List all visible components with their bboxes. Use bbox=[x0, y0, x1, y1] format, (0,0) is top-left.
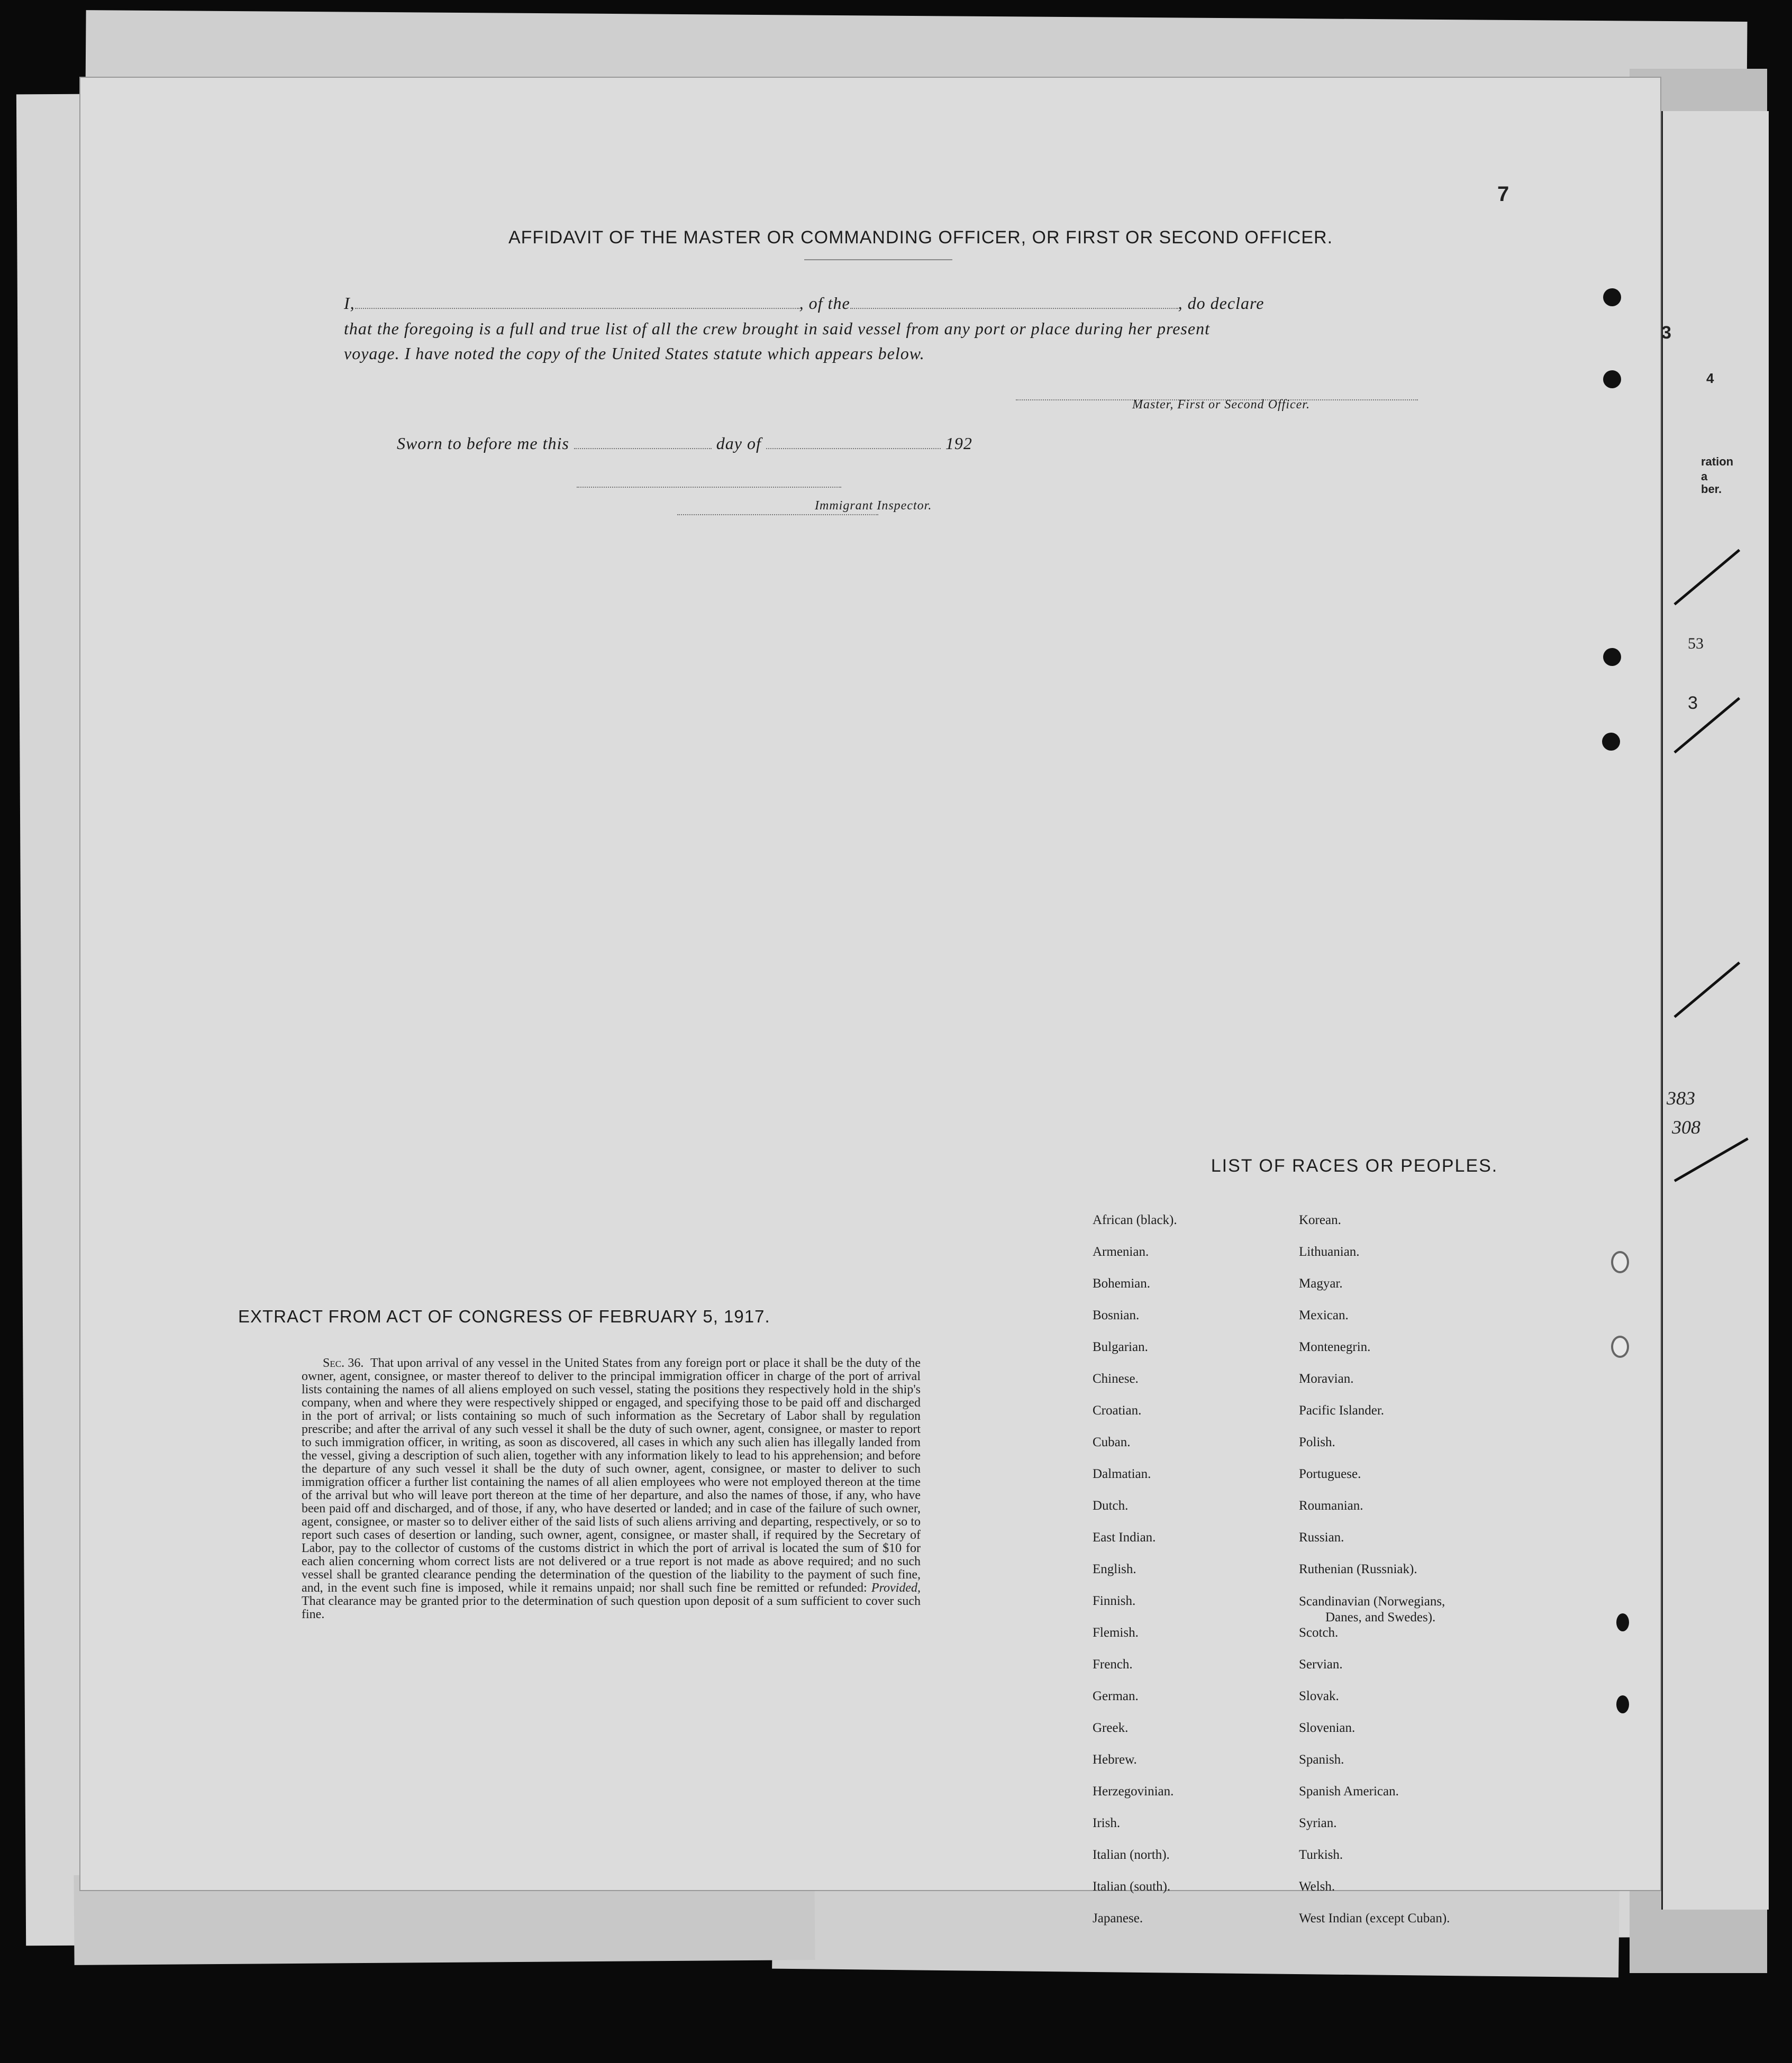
extract-body bbox=[302, 1357, 921, 1621]
race-item: Scotch. bbox=[1299, 1626, 1339, 1640]
provided-label: Provided, bbox=[871, 1581, 921, 1595]
race-item: Magyar. bbox=[1299, 1276, 1343, 1291]
race-item: Roumanian. bbox=[1299, 1499, 1363, 1513]
race-text: Scandinavian (Norwegians, bbox=[1299, 1594, 1445, 1609]
race-item: Dalmatian. bbox=[1093, 1467, 1151, 1481]
edge-mark: 308 bbox=[1672, 1117, 1700, 1138]
race-item: Finnish. bbox=[1093, 1594, 1136, 1608]
race-item: Armenian. bbox=[1093, 1245, 1149, 1259]
race-item: Montenegrin. bbox=[1299, 1340, 1371, 1354]
race-item: Welsh. bbox=[1299, 1879, 1335, 1894]
race-item: Slovenian. bbox=[1299, 1721, 1356, 1735]
affidavit-text: I, bbox=[344, 294, 355, 313]
race-item: Irish. bbox=[1093, 1816, 1121, 1830]
affidavit-title: AFFIDAVIT OF THE MASTER OR COMMANDING OFFICER, OR FIRST OR SECOND OFFICER. bbox=[508, 227, 1333, 248]
race-item: Polish. bbox=[1299, 1435, 1335, 1449]
edge-mark: 53 bbox=[1688, 635, 1704, 652]
race-item bbox=[1299, 1594, 1616, 1626]
master-name-field[interactable] bbox=[355, 308, 799, 309]
races-title: LIST OF RACES OR PEOPLES. bbox=[1211, 1156, 1498, 1176]
bleed-through-text bbox=[238, 180, 1667, 212]
sworn-day-field[interactable] bbox=[574, 448, 712, 449]
race-item: Croatian. bbox=[1093, 1403, 1142, 1418]
inspector-caption: Immigrant Inspector. bbox=[815, 499, 932, 513]
race-item: West Indian (except Cuban). bbox=[1299, 1911, 1450, 1925]
inspector-signature-field[interactable] bbox=[577, 486, 841, 488]
race-item: Italian (south). bbox=[1093, 1879, 1171, 1894]
edge-mark: 3 bbox=[1688, 693, 1698, 713]
sworn-line bbox=[397, 434, 1508, 453]
race-item: Dutch. bbox=[1093, 1499, 1129, 1513]
race-item: German. bbox=[1093, 1689, 1139, 1703]
title-rule bbox=[804, 259, 952, 260]
affidavit-text: , of the bbox=[799, 294, 850, 313]
manifest-page bbox=[79, 77, 1661, 1925]
edge-mark: a bbox=[1701, 470, 1708, 483]
sworn-text: day of bbox=[716, 434, 761, 453]
edge-mark: ber. bbox=[1701, 482, 1722, 496]
race-item: East Indian. bbox=[1093, 1530, 1156, 1545]
race-item: Pacific Islander. bbox=[1299, 1403, 1385, 1418]
races-column-right bbox=[1299, 1213, 1616, 1943]
background-sheet-edge bbox=[1661, 111, 1769, 1910]
race-item: Portuguese. bbox=[1299, 1467, 1361, 1481]
punch-hole bbox=[1603, 288, 1621, 306]
inspector-name-field[interactable] bbox=[677, 513, 878, 515]
sworn-year: 192 bbox=[945, 434, 972, 453]
race-item: Japanese. bbox=[1093, 1911, 1143, 1925]
edge-mark: 3 bbox=[1661, 323, 1671, 343]
sworn-month-field[interactable] bbox=[766, 448, 941, 449]
race-item: Slovak. bbox=[1299, 1689, 1339, 1703]
race-item: Flemish. bbox=[1093, 1626, 1139, 1640]
corner-mark: 7 bbox=[1497, 182, 1509, 206]
race-item: Korean. bbox=[1299, 1213, 1341, 1227]
race-item: Hebrew. bbox=[1093, 1752, 1137, 1767]
race-item: Spanish. bbox=[1299, 1752, 1344, 1767]
edge-mark: ration bbox=[1701, 455, 1734, 468]
race-item: Turkish. bbox=[1299, 1848, 1343, 1862]
race-item: Greek. bbox=[1093, 1721, 1129, 1735]
race-item: African (black). bbox=[1093, 1213, 1177, 1227]
section-label: Sec. 36. bbox=[323, 1356, 364, 1370]
master-caption: Master, First or Second Officer. bbox=[1132, 398, 1310, 412]
race-item: Italian (north). bbox=[1093, 1848, 1170, 1862]
race-item: French. bbox=[1093, 1657, 1133, 1672]
race-item: Spanish American. bbox=[1299, 1784, 1399, 1799]
race-item: Bosnian. bbox=[1093, 1308, 1140, 1322]
race-item: Cuban. bbox=[1093, 1435, 1131, 1449]
race-item: Moravian. bbox=[1299, 1372, 1354, 1386]
race-item: Bohemian. bbox=[1093, 1276, 1151, 1291]
race-item: Lithuanian. bbox=[1299, 1245, 1360, 1259]
extract-text: That upon arrival of any vessel in the United States from any foreign port or place it shall be the duty of the owner, agent, consignee, or master thereof to deliver to the principal immigration officer in charge of the port of arrival lists containing the names of all aliens employed on such vessel, stating the positions they respectively hold in the ship's company, when and where they were respectively shipped or engaged, and specifying those to be paid off and discharged in the port of arrival; or lists containing so much of such information as the Secretary of Labor shall by regulation prescribe; and after the arrival of any such vessel it shall be the duty of such owner, agent, consignee, or master to report to such immigration officer, in writing, as soon as discovered, all cases in which any such alien has illegally landed from the vessel, giving a description of such alien, together with any information likely to lead to his apprehension; and before the departure of any such vessel it shall be the duty of such owner, agent, consignee, or master to deliver to such immigration officer a further list containing the names of all alien employees who were not employed thereon at the time of the arrival but who will leave port thereon at the time of her departure, and also the names of those, if any, who have been paid off and discharged, and of those, if any, who have deserted or landed; and in case of the failure of such owner, agent, consignee, or master so to deliver either of the said lists of such aliens arriving and departing, respectively, or so to report such cases of desertion or landing, such owner, agent, consignee, or master shall, if required by the Secretary of Labor, pay to the collector of customs of the customs district in which the port of arrival is located the sum of $10 for each alien concerning whom correct lists are not delivered or a true report is not made as above required; and no such vessel shall be granted clearance pending the determination of the question of the liability to the payment of such fine, and, in the event such fine is imposed, while it remains unpaid; nor shall such fine be remitted or refunded: bbox=[302, 1356, 921, 1595]
edge-mark: 383 bbox=[1667, 1088, 1695, 1109]
edge-mark: 4 bbox=[1706, 370, 1714, 386]
extract-text-end: That clearance may be granted prior to the determination of such question upon deposit of a sum sufficient to cover such fine. bbox=[302, 1594, 921, 1621]
race-item: Mexican. bbox=[1299, 1308, 1349, 1322]
race-item: English. bbox=[1093, 1562, 1136, 1576]
race-item: Bulgarian. bbox=[1093, 1340, 1148, 1354]
sworn-text: Sworn to before me this bbox=[397, 434, 569, 453]
race-item: Russian. bbox=[1299, 1530, 1344, 1545]
affidavit-text: , do declare bbox=[1178, 294, 1265, 313]
race-item: Syrian. bbox=[1299, 1816, 1337, 1830]
affidavit-line-3: voyage. I have noted the copy of the United States statute which appears below. bbox=[344, 344, 925, 363]
race-item: Ruthenian (Russniak). bbox=[1299, 1562, 1417, 1576]
punch-hole bbox=[1603, 370, 1621, 388]
punch-hole bbox=[1616, 1695, 1629, 1713]
race-item: Herzegovinian. bbox=[1093, 1784, 1174, 1799]
race-text: Danes, and Swedes). bbox=[1325, 1610, 1436, 1624]
races-column-left bbox=[1093, 1213, 1272, 1943]
punch-hole bbox=[1603, 648, 1621, 666]
vessel-name-field[interactable] bbox=[850, 308, 1178, 309]
race-item: Chinese. bbox=[1093, 1372, 1139, 1386]
affidavit-line-2: that the foregoing is a full and true list of all the crew brought in said vessel from any port or place during her present bbox=[344, 319, 1210, 338]
extract-title: EXTRACT FROM ACT OF CONGRESS OF FEBRUARY 5, 1917. bbox=[238, 1307, 770, 1326]
punch-hole bbox=[1616, 1613, 1629, 1631]
punch-hole bbox=[1602, 733, 1620, 751]
race-item: Servian. bbox=[1299, 1657, 1343, 1672]
affidavit-line-1 bbox=[344, 294, 1455, 313]
